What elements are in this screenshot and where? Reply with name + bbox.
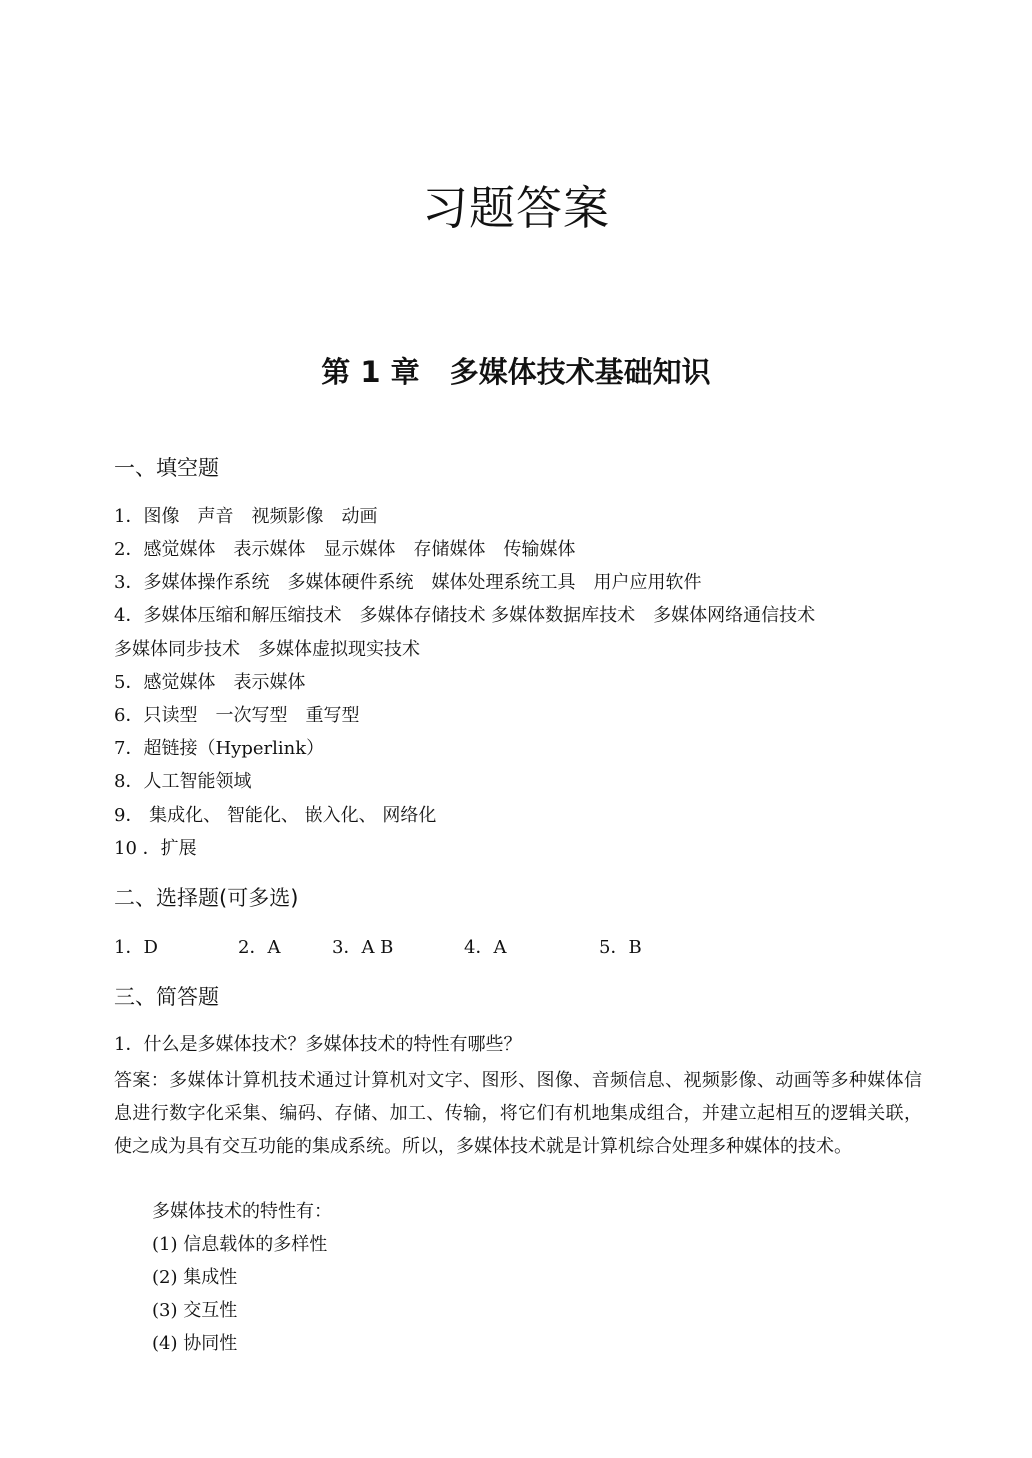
choice-answer-2: 2．A [238, 937, 281, 958]
fill-blank-answer-3: 3．多媒体操作系统 多媒体硬件系统 媒体处理系统工具 用户应用软件 [114, 572, 702, 593]
fill-blank-answer-2: 2．感觉媒体 表示媒体 显示媒体 存储媒体 传输媒体 [114, 539, 576, 560]
trait-item-4: (4) 协同性 [152, 1333, 238, 1354]
fill-blank-answer-7: 7．超链接（Hyperlink） [114, 738, 325, 759]
fill-blank-answer-4-continued: 多媒体同步技术 多媒体虚拟现实技术 [114, 639, 420, 660]
fill-blank-answer-10: 10 ．扩展 [114, 838, 197, 859]
fill-blank-answer-4: 4．多媒体压缩和解压缩技术 多媒体存储技术 多媒体数据库技术 多媒体网络通信技术 [114, 605, 816, 626]
trait-item-1: (1) 信息载体的多样性 [152, 1234, 328, 1255]
section-heading-fill-blank: 一、填空题 [114, 456, 219, 480]
trait-item-3: (3) 交互性 [152, 1300, 238, 1321]
fill-blank-answer-6: 6．只读型 一次写型 重写型 [114, 705, 360, 726]
choice-answer-1: 1．D [114, 937, 158, 958]
choice-answer-4: 4．A [464, 937, 507, 958]
fill-blank-answer-5: 5．感觉媒体 表示媒体 [114, 672, 306, 693]
fill-blank-answer-1: 1．图像 声音 视频影像 动画 [114, 506, 378, 527]
chapter-number: 第 1 章 [321, 355, 420, 389]
choice-answer-5: 5．B [599, 937, 642, 958]
section-heading-short-answer: 三、简答题 [114, 985, 219, 1009]
short-answer-question-1: 1．什么是多媒体技术？多媒体技术的特性有哪些？ [114, 1034, 522, 1055]
chapter-title [0, 352, 1032, 392]
section-heading-multiple-choice: 二、选择题(可多选) [114, 886, 299, 910]
chapter-name: 多媒体技术基础知识 [449, 355, 711, 389]
page-title: 习题答案 [422, 181, 610, 235]
choice-answer-3: 3．A B [332, 937, 394, 958]
trait-item-2: (2) 集成性 [152, 1267, 238, 1288]
fill-blank-answer-8: 8．人工智能领域 [114, 771, 252, 792]
traits-intro: 多媒体技术的特性有： [152, 1201, 332, 1222]
choice-answers-row [114, 934, 814, 962]
fill-blank-answer-9: 9． 集成化、 智能化、 嵌入化、 网络化 [114, 805, 437, 826]
short-answer-answer-1: 答案：多媒体计算机技术通过计算机对文字、图形、图像、音频信息、视频影像、动画等多种媒体信息进行数字化采集、编码、存储、加工、传输，将它们有机地集成组合，并建立起相互的逻辑关联，使之成为具有交互功能的集成系统。所以，多媒体技术就是计算机综合处理多种媒体的技术。 [114, 1070, 922, 1157]
